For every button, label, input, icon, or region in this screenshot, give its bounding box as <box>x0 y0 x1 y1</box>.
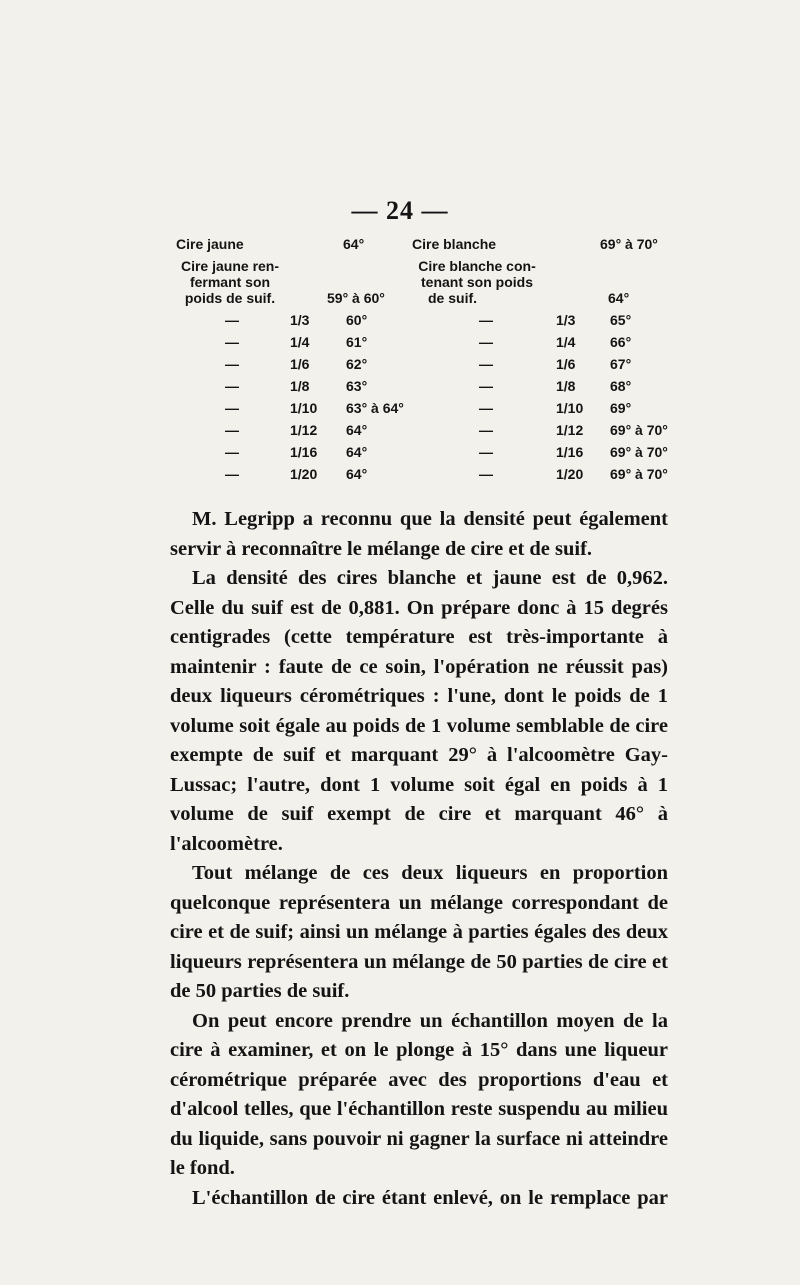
row-temp-left: 61° <box>346 334 368 350</box>
right-header-temp-2: 64° <box>608 290 630 306</box>
paragraph: On peut encore prendre un échantillon moyen de la cire à examiner, et on le plonge à 15° dans une liqueur cérométrique préparée avec des proportions d'eau et d'alcool telles, que l'échantillon reste suspendu au milieu du liquide, sans pouvoir ni gagner la surface ni atteindre le fond. <box>170 1009 668 1179</box>
row-dash-right: — <box>479 422 493 438</box>
right-header-label-1: Cire blanche <box>412 236 497 252</box>
left-header-label-2b: fermant son <box>189 274 271 290</box>
row-fraction-left: 1/12 <box>290 422 318 438</box>
row-fraction-left: 1/16 <box>290 444 318 460</box>
row-temp-right: 66° <box>610 334 632 350</box>
row-dash-left: — <box>225 334 239 350</box>
paragraph: M. Legripp a reconnu que la densité peut également servir à reconnaître le mélange de cire et de suif. <box>170 508 668 560</box>
row-temp-right: 69° à 70° <box>610 466 668 482</box>
right-header-label-2c: de suif. <box>428 290 478 306</box>
row-dash-left: — <box>225 444 239 460</box>
row-dash-right: — <box>479 312 493 328</box>
row-dash-right: — <box>479 334 493 350</box>
row-dash-right: — <box>479 378 493 394</box>
row-fraction-right: 1/20 <box>556 466 584 482</box>
row-temp-left: 64° <box>346 466 368 482</box>
body-text <box>170 505 668 1213</box>
row-fraction-right: 1/8 <box>556 378 576 394</box>
row-dash-right: — <box>479 356 493 372</box>
row-temp-right: 69° à 70° <box>610 422 668 438</box>
row-dash-left: — <box>225 378 239 394</box>
row-temp-left: 64° <box>346 444 368 460</box>
row-fraction-right: 1/4 <box>556 334 576 350</box>
right-header-label-2a: Cire blanche con- <box>418 258 536 274</box>
row-temp-left: 64° <box>346 422 368 438</box>
row-temp-left: 63° <box>346 378 368 394</box>
row-dash-right: — <box>479 444 493 460</box>
row-temp-right: 65° <box>610 312 632 328</box>
row-fraction-right: 1/12 <box>556 422 584 438</box>
row-dash-left: — <box>225 400 239 416</box>
row-dash-left: — <box>225 466 239 482</box>
row-fraction-left: 1/3 <box>290 312 310 328</box>
paragraph: Tout mélange de ces deux liqueurs en proportion quelconque représentera un mélange correspondant de cire et de suif; ainsi un mélange à parties égales des deux liqueurs représentera un mélange de 50 parties de cire et de 50 parties de suif. <box>170 862 668 1002</box>
row-temp-right: 67° <box>610 356 632 372</box>
paragraph: L'échantillon de cire étant enlevé, on le remplace par <box>192 1186 668 1209</box>
row-dash-right: — <box>479 400 493 416</box>
row-fraction-left: 1/6 <box>290 356 310 372</box>
left-header-temp-1: 64° <box>343 236 365 252</box>
left-header-label-2c: poids de suif. <box>184 290 276 306</box>
row-fraction-right: 1/16 <box>556 444 584 460</box>
row-temp-right: 69° à 70° <box>610 444 668 460</box>
row-fraction-left: 1/20 <box>290 466 318 482</box>
right-header-temp-1: 69° à 70° <box>600 236 658 252</box>
paragraph: La densité des cires blanche et jaune est de 0,962. Celle du suif est de 0,881. On prépare donc à 15 degrés centigrades (cette température est très-importante à maintenir : faute de ce soin, l'opération ne réussit pas) deux liqueurs cérométriques : l'une, dont le poids de 1 volume soit égale au poids de 1 volume semblable de cire exempte de suif et marquant 29° à l'alcoomètre Gay-Lussac; l'autre, dont 1 volume soit égal en poids à 1 volume de suif exempt de cire et marquant 46° à l'alcoomètre. <box>170 567 668 855</box>
row-dash-left: — <box>225 356 239 372</box>
row-dash-right: — <box>479 466 493 482</box>
row-dash-left: — <box>225 312 239 328</box>
right-header-label-2b: tenant son poids <box>421 274 533 290</box>
row-temp-right: 69° <box>610 400 632 416</box>
left-header-label-2a: Cire jaune ren- <box>180 258 280 274</box>
row-fraction-left: 1/4 <box>290 334 310 350</box>
row-temp-left: 62° <box>346 356 368 372</box>
melting-point-table <box>0 230 800 490</box>
row-temp-right: 68° <box>610 378 632 394</box>
row-fraction-left: 1/10 <box>290 400 318 416</box>
row-fraction-left: 1/8 <box>290 378 310 394</box>
row-dash-left: — <box>225 422 239 438</box>
left-header-temp-2: 59° à 60° <box>327 290 385 306</box>
row-temp-left: 60° <box>346 312 368 328</box>
row-fraction-right: 1/10 <box>556 400 584 416</box>
row-temp-left: 63° à 64° <box>346 400 404 416</box>
row-fraction-right: 1/3 <box>556 312 576 328</box>
left-header-label-1: Cire jaune <box>176 236 244 252</box>
row-fraction-right: 1/6 <box>556 356 576 372</box>
page-number: — 24 — <box>351 196 449 225</box>
